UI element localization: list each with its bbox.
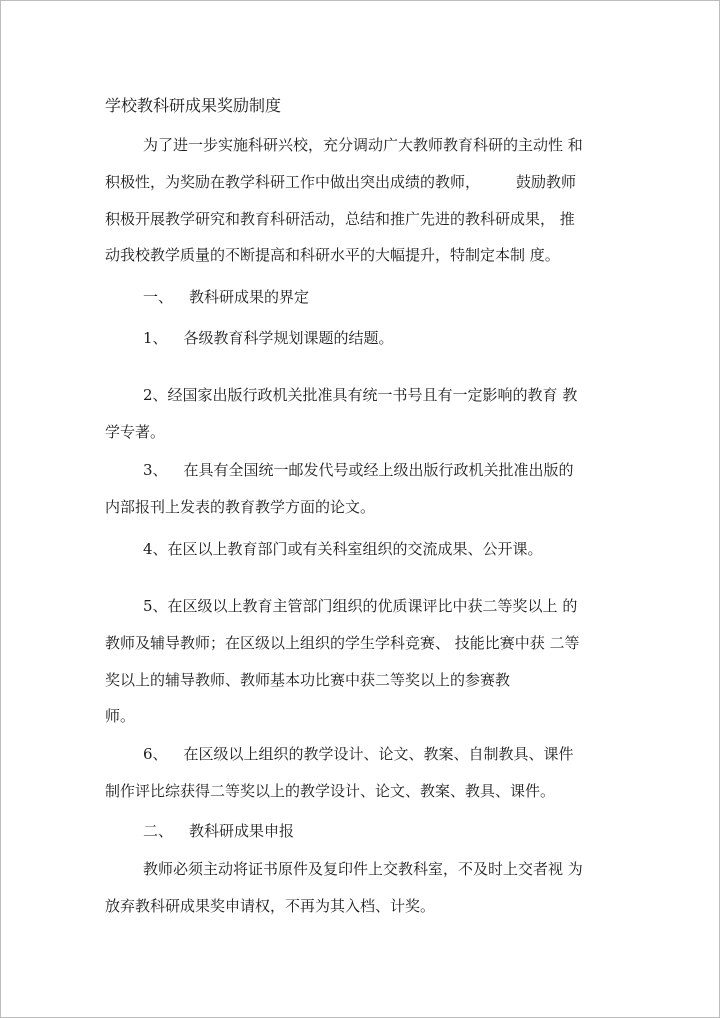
item-5-line-3: 奖以上的辅导教师、教师基本功比赛中获二等奖以上的参赛教: [105, 671, 511, 689]
intro-line-1: 为了进一步实施科研兴校，充分调动广大教师教育科研的主动性 和: [143, 136, 583, 154]
item-3-text: 在具有全国统一邮发代号或经上级出版行政机关批准出版的: [183, 461, 574, 479]
document-title: 学校教科研成果奖励制度: [105, 96, 282, 115]
item-6-number: 6、: [143, 745, 168, 763]
section-2-number: 二、: [143, 822, 174, 840]
item-6-text: 在区级以上组织的教学设计、论文、教案、自制教具、课件: [183, 745, 574, 763]
section-1-heading: [143, 287, 309, 307]
section-2-title: 教科研成果申报: [189, 822, 295, 840]
item-5-line-1: 5、在区级以上教育主管部门组织的优质课评比中获二等奖以上 的: [143, 597, 578, 615]
intro-line-2b: 鼓励教师: [516, 173, 577, 191]
item-4: 4、在区以上教育部门或有关科室组织的交流成果、公开课。: [143, 540, 543, 558]
item-6-line-2: 制作评比综获得二等奖以上的教学设计、论文、教案、教具、课件。: [105, 782, 556, 800]
closing-line-2: 放弃教科研成果奖申请权，不再为其入档、计奖。: [105, 897, 436, 915]
closing-line-1: 教师必须主动将证书原件及复印件上交教科室，不及时上交者视 为: [143, 860, 583, 878]
item-3-line-2: 内部报刊上发表的教育教学方面的论文。: [105, 498, 376, 516]
section-1-number: 一、: [143, 288, 174, 306]
section-2-heading: [143, 821, 294, 841]
item-1-number: 1、: [143, 329, 168, 347]
item-3-line-1: [143, 460, 574, 480]
item-5-line-4: 师。: [105, 707, 136, 725]
item-5-line-2: 教师及辅导教师；在区级以上组织的学生学科竞赛、 技能比赛中获 二等: [105, 634, 580, 652]
item-3-number: 3、: [143, 461, 168, 479]
intro-line-2a: 积极性，为奖励在教学科研工作中做出突出成绩的教师，: [105, 173, 481, 191]
intro-line-3: 积极开展教学研究和教育科研活动，总结和推广先进的教科研成果， 推: [105, 210, 575, 228]
item-2-line-2: 学专著。: [105, 423, 166, 441]
item-1: [143, 328, 394, 348]
section-1-title: 教科研成果的界定: [189, 288, 310, 306]
intro-line-2: [105, 172, 576, 192]
intro-line-4: 动我校教学质量的不断提高和科研水平的大幅提升，特制定本制 度。: [105, 246, 560, 264]
item-6-line-1: [143, 744, 574, 764]
item-2-line-1: 2、经国家出版行政机关批准具有统一书号且有一定影响的教育 教: [143, 386, 578, 404]
item-1-text: 各级教育科学规划课题的结题。: [183, 329, 394, 347]
